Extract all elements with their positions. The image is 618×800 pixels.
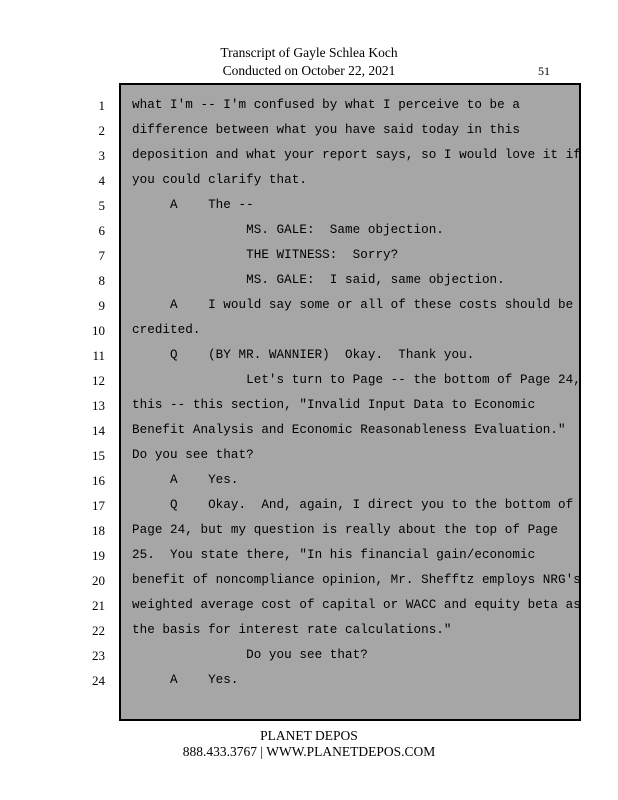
line-number: 3 <box>98 148 105 163</box>
line-number: 2 <box>98 123 105 138</box>
transcript-line <box>0 293 618 318</box>
line-number: 15 <box>92 448 105 463</box>
line-number: 16 <box>92 473 105 488</box>
line-number: 4 <box>98 173 105 188</box>
line-text: Q (BY MR. WANNIER) Okay. Thank you. <box>132 348 475 362</box>
line-number: 7 <box>98 248 105 263</box>
transcript-line <box>0 568 618 593</box>
line-text: THE WITNESS: Sorry? <box>132 248 399 262</box>
transcript-line <box>0 468 618 493</box>
transcript-line <box>0 318 618 343</box>
transcript-line <box>0 193 618 218</box>
line-text: 25. You state there, "In his financial gain/economic <box>132 548 536 562</box>
line-number: 6 <box>98 223 105 238</box>
transcript-line <box>0 518 618 543</box>
line-number: 1 <box>98 98 105 113</box>
line-text: Q Okay. And, again, I direct you to the bottom of <box>132 498 574 512</box>
line-number: 23 <box>92 648 105 663</box>
transcript-line <box>0 618 618 643</box>
transcript-line <box>0 268 618 293</box>
line-number: 22 <box>92 623 105 638</box>
line-number: 9 <box>98 298 105 313</box>
transcript-line <box>0 143 618 168</box>
line-number: 18 <box>92 523 105 538</box>
line-text: A Yes. <box>132 673 239 687</box>
line-number: 14 <box>92 423 105 438</box>
line-text: Benefit Analysis and Economic Reasonableness Evaluation." <box>132 423 566 437</box>
line-text: A The -- <box>132 198 254 212</box>
line-text: MS. GALE: I said, same objection. <box>132 273 505 287</box>
line-text: you could clarify that. <box>132 173 307 187</box>
line-number: 11 <box>92 348 105 363</box>
transcript-line <box>0 118 618 143</box>
line-number: 17 <box>92 498 105 513</box>
transcript-title: Transcript of Gayle Schlea Koch <box>220 45 398 60</box>
transcript-line <box>0 643 618 668</box>
conducted-date: Conducted on October 22, 2021 <box>222 63 396 78</box>
transcript-line <box>0 418 618 443</box>
line-text: the basis for interest rate calculations." <box>132 623 452 637</box>
transcript-line <box>0 218 618 243</box>
line-number: 20 <box>92 573 105 588</box>
line-text: A Yes. <box>132 473 239 487</box>
transcript-line <box>0 593 618 618</box>
transcript-line <box>0 543 618 568</box>
line-text: Let's turn to Page -- the bottom of Page 24, <box>132 373 581 387</box>
line-number: 12 <box>92 373 105 388</box>
line-text: Page 24, but my question is really about the top of Page <box>132 523 559 537</box>
transcript-line <box>0 343 618 368</box>
line-number: 21 <box>92 598 105 613</box>
line-text: Do you see that? <box>132 648 368 662</box>
line-text: what I'm -- I'm confused by what I perceive to be a <box>132 98 520 112</box>
line-number: 19 <box>92 548 105 563</box>
transcript-line <box>0 243 618 268</box>
transcript-line <box>0 93 618 118</box>
line-number: 8 <box>98 273 105 288</box>
line-number: 10 <box>92 323 105 338</box>
line-text: A I would say some or all of these costs should be <box>132 298 574 312</box>
line-number: 5 <box>98 198 105 213</box>
page-number: 51 <box>538 64 550 78</box>
transcript-line <box>0 443 618 468</box>
transcript-line <box>0 668 618 693</box>
footer-company: PLANET DEPOS <box>260 728 358 743</box>
line-number: 24 <box>92 673 105 688</box>
line-text: Do you see that? <box>132 448 254 462</box>
line-text: weighted average cost of capital or WACC and equity beta as <box>132 598 581 612</box>
transcript-line <box>0 368 618 393</box>
line-text: credited. <box>132 323 201 337</box>
line-text: difference between what you have said today in this <box>132 123 520 137</box>
line-number: 13 <box>92 398 105 413</box>
line-text: this -- this section, "Invalid Input Data to Economic <box>132 398 536 412</box>
transcript-line <box>0 168 618 193</box>
line-text: MS. GALE: Same objection. <box>132 223 444 237</box>
footer-contact: 888.433.3767 | WWW.PLANETDEPOS.COM <box>182 744 436 759</box>
transcript-line <box>0 393 618 418</box>
line-text: deposition and what your report says, so I would love it if <box>132 148 581 162</box>
line-text: benefit of noncompliance opinion, Mr. Shefftz employs NRG's <box>132 573 581 587</box>
transcript-line <box>0 493 618 518</box>
